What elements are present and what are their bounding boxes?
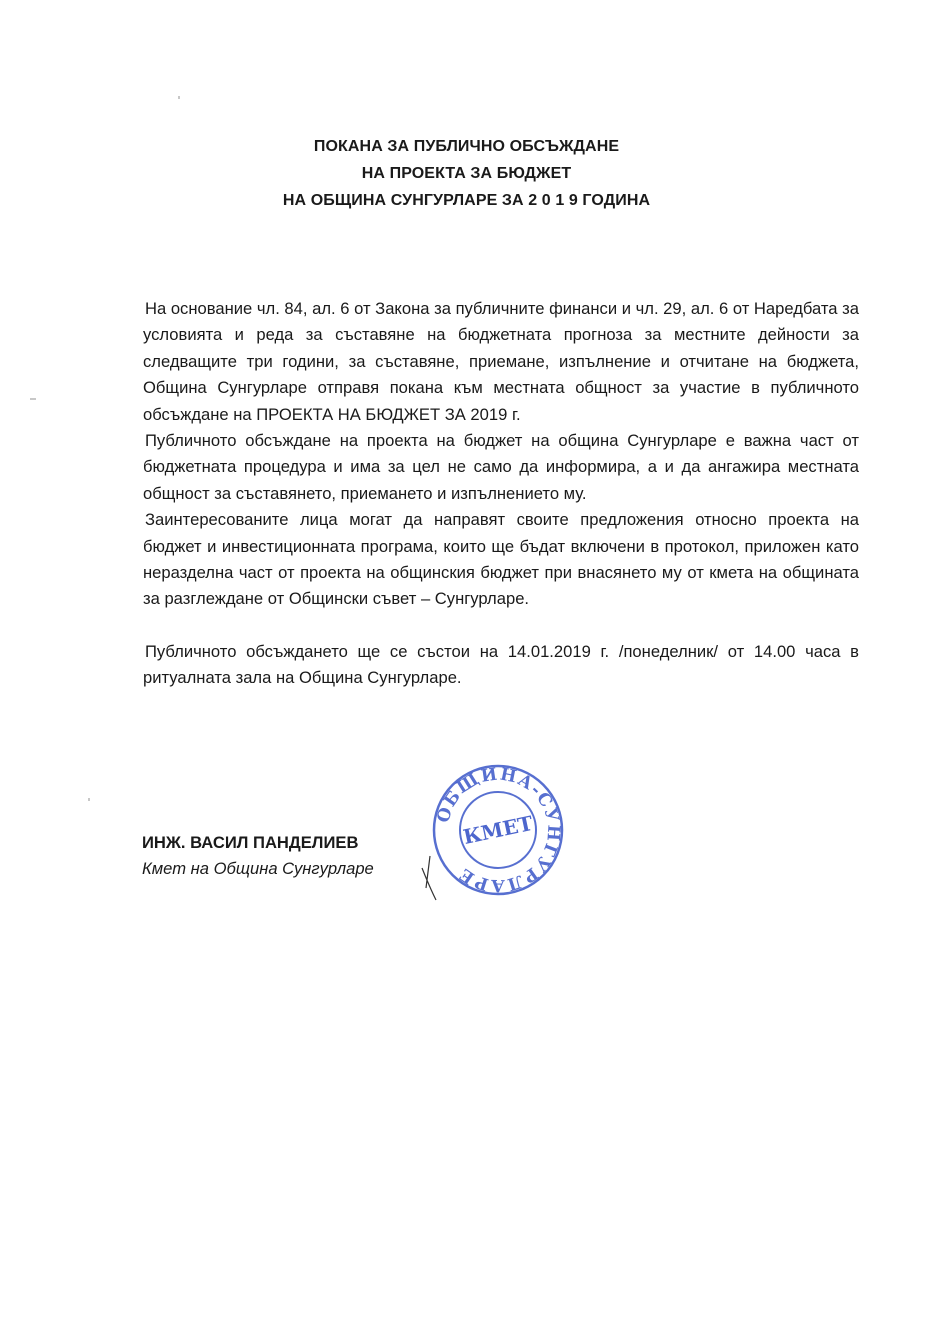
scan-speck (30, 398, 36, 400)
signer-name: ИНЖ. ВАСИЛ ПАНДЕЛИЕВ (142, 833, 359, 852)
document-body (143, 296, 859, 692)
stamp-ring-text: ОБЩИНА-СУНГУРЛАРЕ (433, 764, 564, 896)
paragraph-purpose: Публичното обсъждане на проекта на бюджет на община Сунгурларе е важна част от бюджетната процедура и има за цел не само да информира, а и да ангажира местната общност за съставянето, приемането и изпълнението му. (143, 431, 859, 503)
signature-stroke (392, 848, 442, 908)
paragraph-legal-basis: На основание чл. 84, ал. 6 от Закона за публичните финанси и чл. 29, ал. 6 от Наредбата за условията и реда за съставяне на бюджетната прогноза за местните дейности за следващите три години, за съставяне, приемане, изпълнение и отчитане на бюджета, Община Сунгурларе отправя покана към местната общност за участие в публичното обсъждане на ПРОЕКТА НА БЮДЖЕТ ЗА 2019 г. (143, 299, 859, 424)
title-line-2: НА ПРОЕКТА ЗА БЮДЖЕТ (361, 165, 572, 182)
paragraph-proposals: Заинтересованите лица могат да направят своите предложения относно проекта на бюджет и инвестиционната програма, които ще бъдат включени в протокол, приложен като неразделна част от проекта на общинския бюджет при внасянето му от кмета на общината за разглеждане от Общински съвет – Сунгурларе. (143, 510, 859, 609)
title-line-1: ПОКАНА ЗА ПУБЛИЧНО ОБСЪЖДАНЕ (313, 138, 620, 155)
paragraph-gap (143, 613, 859, 639)
signer-role: Кмет на Община Сунгурларе (142, 859, 374, 878)
paragraph-meeting-info: Публичното обсъждането ще се състои на 14.01.2019 г. /понеделник/ от 14.00 часа в ритуалната зала на Община Сунгурларе. (143, 641, 859, 688)
title-line-3: НА ОБЩИНА СУНГУРЛАРЕ ЗА 2 0 1 9 ГОДИНА (282, 192, 651, 209)
signature-block (142, 830, 374, 882)
scan-speck (88, 798, 90, 801)
scan-speck (178, 96, 180, 99)
stamp-center-text: КМЕТ (461, 810, 535, 850)
official-stamp (428, 760, 568, 900)
document-title (140, 133, 793, 214)
